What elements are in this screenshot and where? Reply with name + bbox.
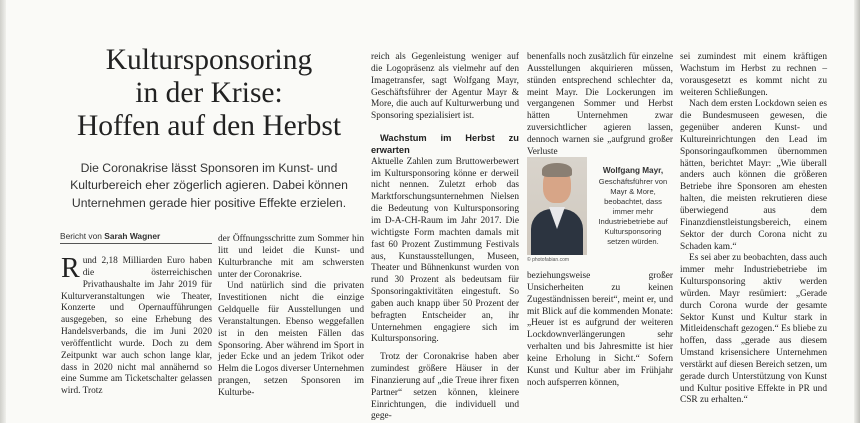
caption-name: Wolfgang Mayr, bbox=[602, 166, 664, 175]
caption-text: Geschäftsführer von Mayr & More, beobachtet, dass immer mehr Industriebetriebe auf Kultursponsoring setzen würden. bbox=[598, 177, 668, 246]
article-column-3 bbox=[371, 52, 519, 423]
column-2-paragraph: der Öffnungsschritte zum Sommer hin litt und leidet die Kunst- und Kulturbranche mit am schwersten unter der Coronakrise. bbox=[218, 234, 364, 280]
column-5-paragraph: Nach dem ersten Lockdown seien es die Bundesmuseen gewesen, die gegenüber anderen Kunst- und Kultureinrichtungen den Lead im Sponsoringaufkommen übernommen hätten, berichtet Mayr: „Wie überall anders auch können die größeren Betriebe ihre Sponsoren am ehesten halten, die meisten rekrutieren diese überwiegend aus dem Finanzdienstleistungsbereich, einem Sektor der durch Corona nicht zu Schaden kam.“ bbox=[680, 99, 827, 252]
article-column-4-bottom bbox=[527, 271, 673, 389]
page-edge-shadow bbox=[854, 0, 860, 423]
column-5-paragraph: Es sei aber zu beobachten, dass auch immer mehr Industriebetriebe im Kultursponsoring aktiv werden würden. Mayr resümiert: „Gerade durch Corona wurde der gesamte Sektor Kunst und Kultur stark in Mitleidenschaft gezogen.“ Es bliebe zu hoffen, dass „gerade aus diesem Umstand krisensichere Unternehmen verstärkt auf diesen Bereich setzen, um gerade durch Unterstützung von Kunst und Kultur positive Effekte in PR und CSR zu erhalten.“ bbox=[680, 253, 827, 406]
column-5-paragraph: sei zumindest mit einem kräftigen Wachstum im Herbst zu rechnen – vorausgesetzt es kommt nicht zu weiteren Schließungen. bbox=[680, 52, 827, 98]
column-3-paragraph: Aktuelle Zahlen zum Bruttowerbewert im Kultursponsoring könne er derweil nicht nennen. Zuletzt erhob das Marktforschungsunternehmen Nielsen die Bedeutung von Kultursponsoring im D-A-CH-Raum im Jahr 2017. Die wichtigste Form machten damals mit fast 60 Prozent Zustimmung Festivals aus, Kunstausstellungen, Museen, Theater und Bühnenkunst wurden von rund 30 Prozent als bedeutsam für Sponsoringaktivitäten eingestuft. So gaben auch knapp über 50 Prozent der befragten Entscheider an, ihr Unternehmen engagiere sich im Kultursponsoring. bbox=[371, 156, 519, 345]
article-column-1 bbox=[61, 253, 212, 398]
headline bbox=[52, 44, 366, 143]
lead-paragraph: Die Coronakrise lässt Sponsoren im Kunst- und Kulturbereich eher zögerlich agieren. Dabei können Unternehmen gerade hier positive Effekte erzielen. bbox=[70, 161, 348, 210]
byline bbox=[60, 231, 212, 244]
column-2-paragraph: Und natürlich sind die privaten Investitionen nicht die einzige Geldquelle für Ausstellungen und Veranstaltungen. Ebenso weggefallen ist in den meisten Fällen das Sponsoring. Aber während im Sport in jeder Ecke und an jedem Trikot oder Helm die Logos diverser Unternehmen prangen, setzen Sponsoren im Kulturbe- bbox=[218, 281, 364, 398]
article-column-5 bbox=[680, 52, 827, 407]
photo-credit: © photofabian.com bbox=[527, 257, 570, 263]
photo-caption bbox=[593, 166, 673, 247]
column-3-paragraph: Trotz der Coronakrise haben aber zumindest größere Häuser in der Finanzierung auf „die Treue ihrer fixen Partner“ setzen können, kleinere Einrichtungen, die individuell und gege- bbox=[371, 352, 519, 422]
headline-line-3: Hoffen auf den Herbst bbox=[76, 110, 342, 142]
article-column-4-top bbox=[527, 52, 673, 159]
byline-prefix: Bericht von bbox=[60, 231, 102, 241]
byline-author: Sarah Wagner bbox=[104, 231, 161, 241]
portrait-photo bbox=[527, 157, 587, 255]
column-1-text: und 2,18 Milliarden Euro haben die österreichischen Privathaushalte im Jahr 2019 für Kulturveranstaltungen wie Theater, Konzerte und Opernaufführungen ausgegeben, so eine Erhebung des Handelsverbands, die im Juni 2020 veröffentlicht wurde. Doch zu dem Zeitpunkt war auch schon lange klar, dass in 2020 nicht mal annähernd so eine Summe am Ticketschalter gelassen wird. Trotz bbox=[61, 256, 212, 397]
column-4-paragraph: benenfalls noch zusätzlich für einzelne Ausstellungen akquirieren müssen, stünden entsprechend schlechter da, meint Mayr. Die Lockerungen im vergangenen Sommer und Herbst hätten Unternehmen zwar zuversichtlicher agieren lassen, dennoch warnen sie „aufgrund großer Verluste bbox=[527, 52, 673, 157]
page-gutter-shadow bbox=[0, 0, 6, 423]
column-4-paragraph: beziehungsweise großer Unsicherheiten zu keinen Zugeständnissen bereit“, meint er, und mit Blick auf die kommenden Monate: „Heuer ist es aufgrund der weiteren Lockdownverlängerungen sehr verhalten und bis Jahresmitte ist hier keine Erholung in Sicht.“ Sofern Kunst und Kultur aber im Frühjahr noch aufsperren können, bbox=[527, 271, 673, 388]
subheading: Wachstum im Herbst zu erwarten bbox=[371, 133, 519, 155]
headline-line-2: in der Krise: bbox=[135, 77, 283, 109]
column-3-paragraph: reich als Gegenleistung weniger auf die Logopräsenz als vielmehr auf den Imagetransfer, sagt Wolfgang Mayr, Geschäftsführer der Agentur Mayr & More, die auch auf Kulturwerbung und Sponsoring spezialisiert ist. bbox=[371, 52, 519, 122]
article-column-2 bbox=[218, 234, 364, 400]
drop-cap: R bbox=[61, 253, 80, 284]
headline-line-1: Kultursponsoring bbox=[105, 44, 313, 76]
